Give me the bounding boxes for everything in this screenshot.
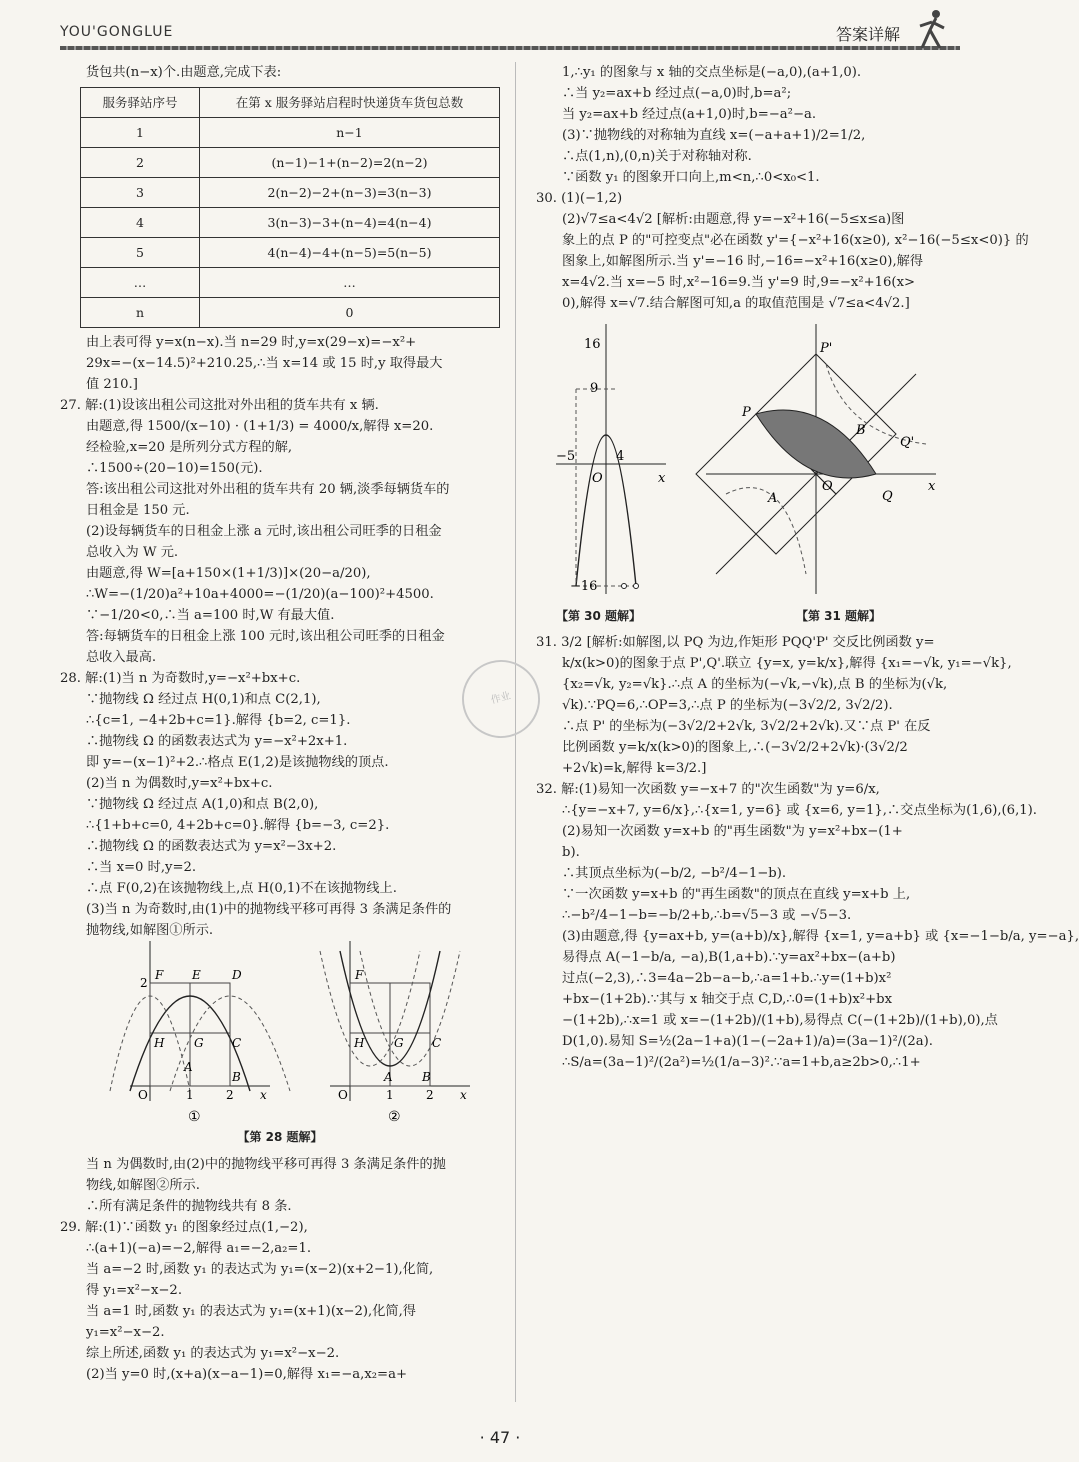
text-line: 答:每辆货车的日租金上涨 100 元时,该出租公司旺季的日租金 <box>86 629 445 644</box>
table-cell: 0 <box>200 298 500 328</box>
svg-text:H: H <box>354 1036 365 1050</box>
text-line: ∴其顶点坐标为(−b/2, −b²/4−1−b). <box>562 866 787 881</box>
text-line: ∴(a+1)(−a)=−2,解得 a₁=−2,a₂=1. <box>86 1241 312 1256</box>
figure-28 <box>60 941 500 1127</box>
table-row <box>81 178 500 208</box>
table-cell: n <box>81 298 200 328</box>
fig30-xm5: −5 <box>556 449 576 464</box>
text-line: ∴抛物线 Ω 的函数表达式为 y=x²−3x+2. <box>86 839 337 854</box>
table-cell: 4 <box>81 208 200 238</box>
text-line: 象上的点 P 的"可控变点"必在函数 y'={−x²+16(x≥0), x²−16(−5≤x<0)} 的 <box>562 233 1029 248</box>
figures-30-31 <box>536 314 956 632</box>
text-line: 综上所述,函数 y₁ 的表达式为 y₁=x²−x−2. <box>86 1346 340 1361</box>
fig31-q: Q <box>882 489 893 504</box>
table-header-cell: 在第 x 服务驿站启程时快递货车货包总数 <box>200 88 500 118</box>
text-line: 比例函数 y=k/x(k>0)的图象上,∴(−3√2/2+2√k)·(3√2/2 <box>562 740 908 755</box>
text-line: 抛物线,如解图①所示. <box>86 923 214 938</box>
fig28-label-two: ② <box>388 1109 401 1125</box>
text-line: ∴{1+b+c=0, 4+2b+c=0}.解得 {b=−3, c=2}. <box>86 818 390 833</box>
text-line: 30. (1)(−1,2) <box>536 191 623 206</box>
header-title: 答案详解 <box>835 25 900 44</box>
table-cell: … <box>200 268 500 298</box>
svg-text:2: 2 <box>426 1088 434 1102</box>
svg-text:G: G <box>194 1036 204 1050</box>
left-column <box>60 62 500 1385</box>
text-line: 过点(−2,3),∴3=4a−2b−a−b,∴a=1+b.∴y=(1+b)x² <box>562 971 892 986</box>
fig31-b: B <box>856 423 866 438</box>
table-cell: 1 <box>81 118 200 148</box>
svg-text:x: x <box>260 1088 267 1102</box>
fig28-origin-label: O <box>138 1088 148 1102</box>
fig30-y16: 16 <box>584 337 601 352</box>
text-line: 当 n 为偶数时,由(2)中的抛物线平移可再得 3 条满足条件的抛 <box>86 1157 446 1172</box>
svg-text:D: D <box>232 968 242 982</box>
fig31-caption: 【第 31 题解】 <box>796 609 882 623</box>
text-line: 31. 3/2 [解析:如解图,以 PQ 为边,作矩形 PQQ'P' 交反比例函数 y= <box>536 635 935 650</box>
fig30-origin: O <box>592 471 603 486</box>
table-cell: 4(n−4)−4+(n−5)=5(n−5) <box>200 238 500 268</box>
table-header-row <box>81 88 500 118</box>
text-line: (2)当 n 为偶数时,y=x²+bx+c. <box>86 776 273 791</box>
fig28-label-one: ① <box>188 1109 201 1125</box>
text-line: 图象上,如解图所示.当 y'=−16 时,−16=−x²+16(x≥0),解得 <box>562 254 924 269</box>
svg-text:1: 1 <box>386 1088 394 1102</box>
right-text-block-2 <box>536 632 1079 1073</box>
fig31-a: A <box>768 491 778 506</box>
text-line: ∵一次函数 y=x+b 的"再生函数"的顶点在直线 y=x+b 上, <box>562 887 911 902</box>
text-line: ∴{c=1, −4+2b+c=1}.解得 {b=2, c=1}. <box>86 713 351 728</box>
text-line: D(1,0).易知 S=½(2a−1+a)(1−(−2a+1)/a)=(3a−1)²/(2a). <box>562 1034 933 1049</box>
right-column <box>536 62 1079 1073</box>
fig30-x: x <box>658 471 666 486</box>
text-line: ∴−b²/4−1−b=−b/2+b,∴b=√5−3 或 −√5−3. <box>562 908 852 923</box>
fig28-caption: 【第 28 题解】 <box>237 1130 323 1144</box>
text-line: y₁=x²−x−2. <box>86 1325 165 1340</box>
text-line: ∴点(1,n),(0,n)关于对称轴对称. <box>562 149 752 164</box>
text-line: 当 y₂=ax+b 经过点(a+1,0)时,b=−a²−a. <box>562 107 817 122</box>
text-line: ∴1500÷(20−10)=150(元). <box>86 461 263 476</box>
table-cell: 3 <box>81 178 200 208</box>
text-line: ∴所有满足条件的抛物线共有 8 条. <box>86 1199 292 1214</box>
brand-text: YOU'GONGLUE <box>60 24 174 40</box>
text-line: ∵抛物线 Ω 经过点 H(0,1)和点 C(2,1), <box>86 692 321 707</box>
fig30-caption: 【第 30 题解】 <box>556 609 642 623</box>
text-line: 29x=−(x−14.5)²+210.25,∴当 x=14 或 15 时,y 取得最大 <box>86 356 443 371</box>
table-header-cell: 服务驿站序号 <box>81 88 200 118</box>
text-line: 当 a=−2 时,函数 y₁ 的表达式为 y₁=(x−2)(x+2−1),化简, <box>86 1262 434 1277</box>
fig30-x4: 4 <box>616 449 625 464</box>
text-line: {x₂=√k, y₂=√k}.∴点 A 的坐标为(−√k,−√k),点 B 的坐标为(√k, <box>562 677 948 692</box>
page-header <box>60 14 960 50</box>
table-row <box>81 118 500 148</box>
text-line: (3)当 n 为奇数时,由(1)中的抛物线平移可再得 3 条满足条件的 <box>86 902 452 917</box>
runner-logo-icon <box>910 8 960 52</box>
fig31-origin: O <box>822 479 833 494</box>
svg-text:G: G <box>394 1036 404 1050</box>
svg-text:F: F <box>155 968 164 982</box>
svg-text:H: H <box>154 1036 165 1050</box>
text-line: +bx−(1+2b).∵其与 x 轴交于点 C,D,∴0=(1+b)x²+bx <box>562 992 893 1007</box>
intro-text: 货包共(n−x)个.由题意,完成下表: <box>86 65 282 80</box>
text-line: 即 y=−(x−1)²+2.∴格点 E(1,2)是该抛物线的顶点. <box>86 755 389 770</box>
text-line: ∴点 P' 的坐标为(−3√2/2+2√k, 3√2/2+2√k).又∵点 P' 在反 <box>562 719 931 734</box>
text-line: (3)由题意,得 {y=ax+b, y=(a+b)/x},解得 {x=1, y=a+b} 或 {x=−1−b/a, y=−a}, <box>562 929 1079 944</box>
text-line: 28. 解:(1)当 n 为奇数时,y=−x²+bx+c. <box>60 671 301 686</box>
right-text-block <box>536 62 1029 314</box>
text-line: (2)设每辆货车的日租金上涨 a 元时,该出租公司旺季的日租金 <box>86 524 442 539</box>
text-line: 总收入为 W 元. <box>86 545 179 560</box>
text-line: ∵−1/20<0,∴当 a=100 时,W 有最大值. <box>86 608 335 623</box>
text-line: ∴{y=−x+7, y=6/x},∴{x=1, y=6} 或 {x=6, y=1},∴交点坐标为(1,6),(6,1). <box>562 803 1037 818</box>
text-line: ∴当 y₂=ax+b 经过点(−a,0)时,b=a²; <box>562 86 792 101</box>
text-line: (2)易知一次函数 y=x+b 的"再生函数"为 y=x²+bx−(1+ <box>562 824 903 839</box>
table-row <box>81 148 500 178</box>
text-line: 总收入最高. <box>86 650 157 665</box>
svg-text:2: 2 <box>226 1088 234 1102</box>
text-line: 易得点 A(−1−b/a, −a),B(1,a+b).∵y=ax²+bx−(a+b) <box>562 950 896 965</box>
svg-text:C: C <box>432 1036 442 1050</box>
svg-text:1: 1 <box>186 1088 194 1102</box>
fig31-qq: Q' <box>900 435 915 450</box>
text-line: k/x(k>0)的图象于点 P',Q'.联立 {y=x, y=k/x},解得 {x₁=−√k, y₁=−√k}, <box>562 656 1012 671</box>
svg-text:A: A <box>184 1060 193 1074</box>
watermark-stamp: 作业 <box>453 651 549 747</box>
figure-30-graph <box>536 314 956 604</box>
text-line: +2√k)=k,解得 k=3/2.] <box>562 761 707 776</box>
text-line: 27. 解:(1)设该出租公司这批对外出租的货车共有 x 辆. <box>60 398 379 413</box>
svg-text:C: C <box>232 1036 242 1050</box>
page-number: · 47 · <box>479 1428 521 1447</box>
text-line: 当 a=1 时,函数 y₁ 的表达式为 y₁=(x+1)(x−2),化简,得 <box>86 1304 416 1319</box>
text-line: 0),解得 x=√7.结合解图可知,a 的取值范围是 √7≤a<4√2.] <box>562 296 910 311</box>
svg-text:F: F <box>355 968 364 982</box>
figure-28-graph <box>60 941 480 1127</box>
text-line: 29. 解:(1)∵函数 y₁ 的图象经过点(1,−2), <box>60 1220 308 1235</box>
parcel-table <box>80 87 500 328</box>
left-text-block-2 <box>60 1154 500 1385</box>
fig31-pp: P' <box>820 341 833 356</box>
svg-text:O: O <box>338 1088 348 1102</box>
text-line: (2)当 y=0 时,(x+a)(x−a−1)=0,解得 x₁=−a,x₂=a+ <box>86 1367 408 1382</box>
table-row <box>81 238 500 268</box>
text-line: 值 210.] <box>86 377 138 392</box>
text-line: ∵抛物线 Ω 经过点 A(1,0)和点 B(2,0), <box>86 797 319 812</box>
text-line: ∴S/a=(3a−1)²/(2a²)=½(1/a−3)².∵a=1+b,a≥2b>0,∴1+ <box>562 1055 921 1070</box>
text-line: (2)√7≤a<4√2 [解析:由题意,得 y=−x²+16(−5≤x≤a)图 <box>562 212 905 227</box>
svg-text:B: B <box>232 1070 241 1084</box>
table-row <box>81 208 500 238</box>
text-line: ∴抛物线 Ω 的函数表达式为 y=−x²+2x+1. <box>86 734 348 749</box>
text-line: 由题意,得 W=[a+150×(1+1/3)]×(20−a/20), <box>86 566 371 581</box>
text-line: 答:该出租公司这批对外出租的货车共有 20 辆,淡季每辆货车的 <box>86 482 450 497</box>
text-line: −(1+2b),∴x=1 或 x=−(1+2b)/(1+b),易得点 C(−(1+2b)/(1+b),0),点 <box>562 1013 998 1028</box>
svg-text:A: A <box>384 1070 393 1084</box>
fig31-x: x <box>928 479 936 494</box>
table-row <box>81 298 500 328</box>
text-line: 1,∴y₁ 的图象与 x 轴的交点坐标是(−a,0),(a+1,0). <box>562 65 862 80</box>
text-line: x=4√2.当 x=−5 时,x²−16=9.当 y'=9 时,9=−x²+16(x> <box>562 275 916 290</box>
text-line: ∴点 F(0,2)在该抛物线上,点 H(0,1)不在该抛物线上. <box>86 881 397 896</box>
table-cell: 3(n−3)−3+(n−4)=4(n−4) <box>200 208 500 238</box>
svg-text:2: 2 <box>140 976 148 990</box>
table-row <box>81 268 500 298</box>
text-line: 由上表可得 y=x(n−x).当 n=29 时,y=x(29−x)=−x²+ <box>86 335 417 350</box>
table-cell: 5 <box>81 238 200 268</box>
svg-text:x: x <box>460 1088 467 1102</box>
fig31-p: P <box>742 405 751 420</box>
table-cell: (n−1)−1+(n−2)=2(n−2) <box>200 148 500 178</box>
svg-text:E: E <box>192 968 201 982</box>
table-cell: … <box>81 268 200 298</box>
text-line: 得 y₁=x²−x−2. <box>86 1283 183 1298</box>
text-line: (3)∵抛物线的对称轴为直线 x=(−a+a+1)/2=1/2, <box>562 128 866 143</box>
svg-text:B: B <box>422 1070 431 1084</box>
text-line: 日租金是 150 元. <box>86 503 190 518</box>
fig30-ym16: −16 <box>570 579 598 594</box>
fig30-y9: 9 <box>590 381 599 396</box>
text-line: √k).∵PQ=6,∴OP=3,∴点 P 的坐标为(−3√2/2, 3√2/2). <box>562 698 893 713</box>
table-cell: 2(n−2)−2+(n−3)=3(n−3) <box>200 178 500 208</box>
text-line: 由题意,得 1500/(x−10) · (1+1/3) = 4000/x,解得 x=20. <box>86 419 434 434</box>
text-line: ∵函数 y₁ 的图象开口向上,m<n,∴0<x₀<1. <box>562 170 820 185</box>
text-line: 物线,如解图②所示. <box>86 1178 200 1193</box>
table-cell: 2 <box>81 148 200 178</box>
text-line: 32. 解:(1)易知一次函数 y=−x+7 的"次生函数"为 y=6/x, <box>536 782 880 797</box>
text-line: b). <box>562 845 580 860</box>
header-rule <box>60 46 960 50</box>
text-line: ∴当 x=0 时,y=2. <box>86 860 197 875</box>
text-line: ∴W=−(1/20)a²+10a+4000=−(1/20)(a−100)²+4500. <box>86 587 434 602</box>
text-line: 经检验,x=20 是所列分式方程的解, <box>86 440 293 455</box>
left-text-block <box>60 332 500 941</box>
table-cell: n−1 <box>200 118 500 148</box>
